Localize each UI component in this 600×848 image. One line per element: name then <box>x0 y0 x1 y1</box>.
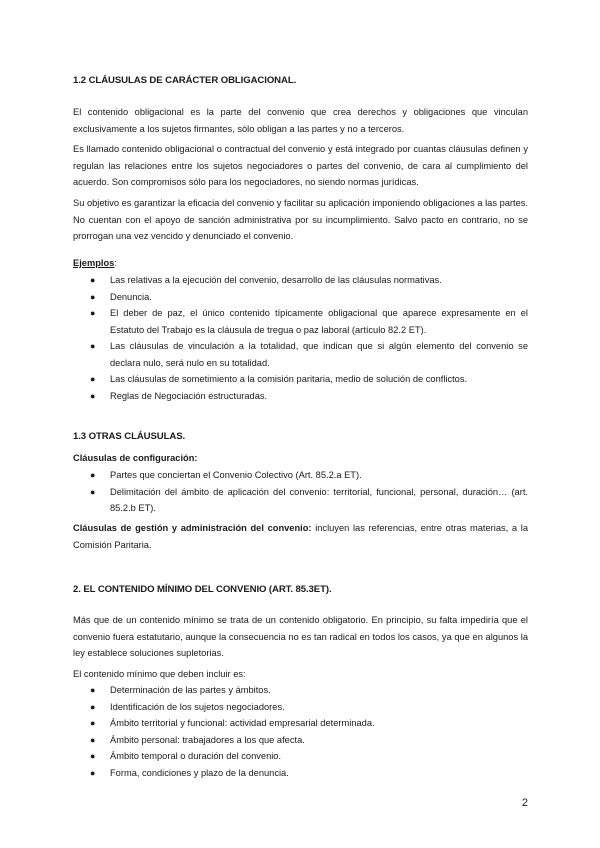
section-heading-1-3: 1.3 OTRAS CLÁUSULAS. <box>73 431 186 442</box>
bullet-icon: ● <box>90 685 96 695</box>
bullet-icon: ● <box>90 767 96 778</box>
bullet-icon: ● <box>90 291 96 302</box>
list-item: ● Denuncia. <box>73 289 528 306</box>
list-item: ● Partes que conciertan el Convenio Colectivo (Art. 85.2.a ET). <box>73 467 528 484</box>
section-heading-2: 2. EL CONTENIDO MÍNIMO DEL CONVENIO (ART. 85.3ET). <box>73 584 332 595</box>
config-list <box>73 467 528 517</box>
config-label: Cláusulas de configuración: <box>73 453 198 463</box>
list-item: ● Las relativas a la ejecución del convenio, desarrollo de las cláusulas normativas. <box>73 272 528 289</box>
page-number: 2 <box>521 797 528 809</box>
list-item: ● Ámbito territorial y funcional: actividad empresarial determinada. <box>73 715 528 732</box>
list-item: ● El deber de paz, el único contenido típicamente obligacional que aparece expresamente en el Estatuto del Trabajo es la cláusula de tregua o paz laboral (artículo 82.2 ET). <box>73 305 528 338</box>
minimum-content-list <box>73 682 528 781</box>
bullet-icon: ● <box>90 374 96 384</box>
paragraph-1-2-a: El contenido obligacional es la parte del convenio que crea derechos y obligaciones que vinculan exclusivamente a los sujetos firmantes, sólo obligan a las partes y no a terceros. <box>73 107 528 134</box>
list-item: ● Las cláusulas de sometimiento a la comisión paritaria, medio de solución de conflictos. <box>73 371 528 388</box>
bullet-icon: ● <box>90 308 96 318</box>
list-item: ● Delimitación del ámbito de aplicación del convenio: territorial, funcional, personal, duración… (art. 85.2.b ET). <box>73 484 528 517</box>
bullet-icon: ● <box>90 718 96 728</box>
examples-label: Ejemplos: <box>73 258 117 268</box>
list-item: ● Ámbito temporal o duración del convenio. <box>73 748 528 765</box>
paragraph-1-2-b: Es llamado contenido obligacional o contractual del convenio y está integrado por cuantas cláusulas definen y regulan las relaciones entre los sujetos negociadores o partes del convenio, de cara al cumplimiento del acuerdo. Son compromisos sólo para los negociadores, no siendo normas jurídicas. <box>73 144 528 187</box>
bullet-icon: ● <box>90 390 96 401</box>
bullet-icon: ● <box>90 701 96 712</box>
list-item: ● Forma, condiciones y plazo de la denuncia. <box>73 765 528 782</box>
bullet-icon: ● <box>90 341 96 351</box>
bullet-icon: ● <box>90 470 96 480</box>
paragraph-2-a: Más que de un contenido mínimo se trata de un contenido obligatorio. En principio, su falta impediría que el convenio fuera estatutario, aunque la consecuencia no es tan radical en todos los casos, ya que en algunos la ley establece soluciones supletorias. <box>73 615 528 658</box>
bullet-icon: ● <box>90 751 96 761</box>
bullet-icon: ● <box>90 486 96 497</box>
list-item: ● Las cláusulas de vinculación a la totalidad, que indican que si algún elemento del convenio se declara nulo, será nulo en su totalidad. <box>73 338 528 371</box>
paragraph-2-b: El contenido mínimo que deben incluir es: <box>73 669 246 679</box>
list-item: ● Identificación de los sujetos negociadores. <box>73 699 528 716</box>
examples-list <box>73 272 528 404</box>
paragraph-1-2-c: Su objetivo es garantizar la eficacia del convenio y facilitar su aplicación imponiendo obligaciones a las partes. No cuentan con el apoyo de sanción administrativa por su incumplimiento. Salvo pacto en contrario, no se prorrogan una vez vencido y denunciado el convenio. <box>73 198 528 241</box>
section-heading-1-2: 1.2 CLÁUSULAS DE CARÁCTER OBLIGACIONAL. <box>73 75 297 86</box>
bullet-icon: ● <box>90 275 96 285</box>
list-item: ● Reglas de Negociación estructuradas. <box>73 388 528 405</box>
gestion-paragraph: Cláusulas de gestión y administración del convenio: incluyen las referencias, entre otras materias, a la Comisión Paritaria. <box>73 523 528 550</box>
list-item: ● Ámbito personal: trabajadores a los que afecta. <box>73 732 528 749</box>
list-item: ● Determinación de las partes y ámbitos. <box>73 682 528 699</box>
bullet-icon: ● <box>90 734 96 745</box>
